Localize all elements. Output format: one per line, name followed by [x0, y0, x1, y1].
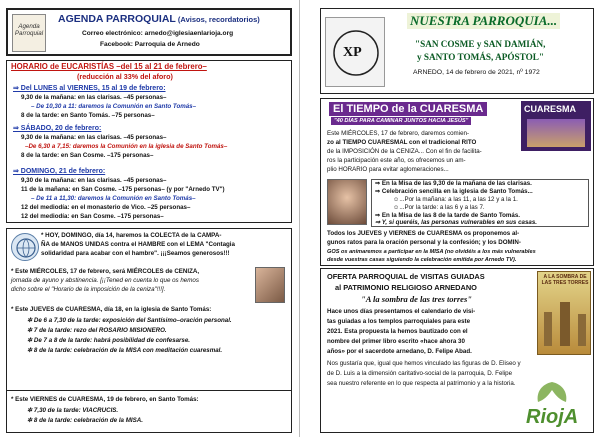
ceniza-photo [327, 179, 367, 225]
jueves-divider [6, 390, 292, 391]
avisos-box [6, 228, 292, 433]
ceniza-line-1: * Este MIÉRCOLES, 17 de febrero, será MIÉRCOLES de CENIZA, [11, 268, 200, 275]
campana-line-2: ÑA de MANOS UNIDAS contra el HAMBRE con el LEMA "Contagia [41, 241, 235, 248]
visitas-p1-line-1: Hace unos días presentamos el calendario de visi- [327, 308, 476, 315]
agenda-facebook: Facebook: Parroquia de Arnedo [100, 41, 200, 48]
rioja-watermark [512, 380, 598, 434]
parish-number: nº 1972 [516, 69, 540, 76]
agenda-header [6, 8, 292, 56]
visitas-p2-line-3: sea nuestro referente en lo que respecta al patrimonio y a la historia. [327, 380, 516, 387]
book-cover-title: A LA SOMBRA DE LAS TRES TORRES [541, 274, 589, 286]
campana-line-1: * HOY, DOMINGO, día 14, haremos la COLECTA de la CAMPA- [41, 232, 222, 239]
agenda-email: Correo electrónico: arnedo@iglesiaenlarioja.org [82, 30, 234, 37]
weekdays-line-3: 8 de la tarde: en Santo Tomás. –75 personas– [21, 112, 155, 119]
visitas-p2-line-1: Nos gustaría que, igual que hemos vinculado las figuras de D. Eliseo y [327, 360, 521, 367]
ceniza-option-3: ☺...Por la mañana: a las 11, a las 12 y a la 1. [393, 196, 518, 203]
visitas-p1-line-3: 2021. Esta propuesta la hemos bautizado con el [327, 328, 468, 335]
visitas-title-1: OFERTA PARROQUIAL de VISITAS GUIADAS [327, 272, 485, 281]
visitas-title-3: "A la sombra de las tres torres" [361, 294, 472, 304]
manos-unidas-icon [11, 233, 39, 261]
right-page [300, 0, 600, 437]
globe-icon [12, 234, 40, 262]
rioja-logo-text: RiojA [526, 406, 579, 428]
ceniza-line-3: dicho sobre el "Horario de la imposición de la ceniza"!!!]. [11, 286, 166, 293]
jueves-line-2: ✲ 7 de la tarde: rezo del ROSARIO MISIONERO. [27, 327, 167, 334]
saturday-line-3: 8 de la tarde: en San Cosme. –175 personas– [21, 152, 154, 159]
viernes-line-2: ✲ 8 de la tarde: celebración de la MISA. [27, 417, 143, 424]
agenda-logo [12, 14, 46, 52]
visitas-p1-line-5: años» por el sacerdote arnedano, D. Felipe Abad. [327, 348, 472, 355]
jueves-line-4: ✲ 8 de la tarde: celebración de la MISA con meditación cuaresmal. [27, 347, 223, 354]
horario-box [6, 60, 292, 223]
weekdays-line-2: – De 10,30 a 11: daremos la Comunión en Santo Tomás– [31, 103, 197, 110]
agenda-title [58, 14, 260, 26]
parish-date: ARNEDO, 14 de febrero de 2021, [413, 69, 515, 76]
towers-illustration-icon [538, 292, 592, 352]
ceniza-option-2: ⇒ Celebración sencilla en la iglesia de Santo Tomás... [375, 188, 533, 195]
weekdays-line-1: 9,30 de la mañana: en las clarisas. –45 personas– [21, 94, 167, 101]
parish-name-2: y SANTO TOMÁS, APÓSTOL" [417, 52, 544, 62]
viernes-line-1: ✲ 7,30 de la tarde: VIACRUCIS. [27, 407, 119, 414]
cuaresma-title: El TIEMPO de la CUARESMA [329, 102, 487, 116]
chi-rho-text: XP [343, 45, 362, 60]
saturday-line-2: –De 6,30 a 7,15: daremos la Comunión en la iglesia de Santo Tomás– [25, 143, 228, 150]
ceniza-image [255, 267, 285, 303]
horario-subtitle: (reducción al 33% del aforo) [77, 72, 173, 81]
viernes-heading: * Este VIERNES de CUARESMA, 19 de febrero, en Santo Tomás: [11, 396, 199, 403]
sunday-line-5: 12 del mediodía: en San Cosme. –175 personas– [21, 213, 164, 220]
parish-name-1: "SAN COSME y SAN DAMIÁN, [415, 39, 546, 49]
cuaresma-p1-line-2: zo al TIEMPO CUARESMAL con el tradicional RITO [327, 139, 477, 146]
ceniza-option-1: ⇒ En la Misa de las 9,30 de la mañana de las clarisas. [375, 180, 532, 187]
agenda-title-sub: (Avisos, recordatorios) [175, 15, 260, 24]
cuaresma-p2-line-1: Todos los JUEVES y VIERNES de CUARESMA os proponemos al- [327, 230, 520, 237]
sunday-heading: ⇒ DOMINGO, 21 de febrero: [13, 168, 106, 175]
jueves-heading: * Este JUEVES de CUARESMA, día 18, en la iglesia de Santo Tomás: [11, 306, 212, 313]
agenda-logo-text-1: Agenda [18, 23, 40, 30]
saturday-heading: ⇒ SÁBADO, 20 de febrero: [13, 125, 102, 132]
book-cover [537, 271, 591, 355]
agenda-title-main: AGENDA PARROQUIAL [58, 13, 176, 25]
sunday-line-1: 9,30 de la mañana: en las clarisas. –45 personas– [21, 177, 167, 184]
ceniza-option-4: ☺...Por la tarde: a las 6 y a las 7. [393, 204, 485, 211]
visitas-title-2: al PATRIMONIO RELIGIOSO ARNEDANO [335, 283, 477, 292]
parish-logo [325, 17, 385, 87]
cuaresma-p1-line-3: de la IMPOSICIÓN de la CENIZA... Con el fin de facilita- [327, 148, 482, 155]
cuaresma-subtitle: "40 DÍAS PARA CAMINAR JUNTOS HACIA JESÚS" [331, 117, 471, 125]
sunday-line-4: 12 del mediodía: en el monasterio de Vico. –25 personas– [21, 204, 191, 211]
jueves-line-1: ✲ De 6 a 7,30 de la tarde: exposición del Santísimo–oración personal. [27, 317, 232, 324]
sunday-line-2: 11 de la mañana: en San Cosme. –175 personas– (y por "Arnedo TV") [21, 186, 225, 193]
visitas-p1-line-2: tas guiadas a los templos parroquiales para este [327, 318, 471, 325]
sunday-line-3: – De 11 a 11,30: daremos la Comunión en Santo Tomás– [31, 195, 196, 202]
parish-title: NUESTRA PARROQUIA... [407, 13, 560, 29]
visitas-p2-line-2: de D. Luis a la dimensión caritativo-social de la parroquia, D. Felipe [327, 370, 513, 377]
cuaresma-box [320, 98, 594, 266]
parish-header [320, 8, 594, 94]
cuaresma-p1-line-1: Este MIÉRCOLES, 17 de febrero, daremos comien- [327, 130, 470, 137]
parish-date-line [413, 69, 540, 76]
horario-title: HORARIO de EUCARISTÍAS –del 15 al 21 de febrero– [11, 62, 207, 71]
ceniza-option-5: ⇒ En la Misa de las 8 de la tarde de Santo Tomás. [375, 212, 521, 219]
visitas-p1-line-4: nombre del primer libro escrito «hace ahora 30 [327, 338, 465, 345]
cuaresma-badge-image [527, 119, 585, 147]
cuaresma-badge [521, 101, 591, 151]
ceniza-line-2: jornada de ayuno y abstinencia. [¡¡Tened en cuenta lo que os hemos [11, 277, 199, 284]
jueves-line-3: ✲ De 7 a 8 de la tarde: habrá posibilidad de confesarse. [27, 337, 191, 344]
cuaresma-p2-line-2: gunos ratos para la oración personal y la confesión; y los DOMIN- [327, 239, 521, 246]
cuaresma-p2-line-3: GOS os animaremos a participar en la MISA (no olvidéis a los más vulnerables [327, 249, 536, 255]
weekdays-heading: ⇒ Del LUNES al VIERNES, 15 al 19 de febrero: [13, 85, 166, 92]
cuaresma-p1-line-5: plio HORARIO para evitar aglomeraciones... [327, 166, 449, 173]
ceniza-option-6: ⇒ Y, si queréis, las personas vulnerables en sus casas. [375, 219, 538, 226]
cuaresma-p2-line-4: desde vuestras casas siguiendo la celebración emitida por Arnedo TV). [327, 257, 517, 263]
campana-line-3: solidaridad para acabar con el hambre". ¡¡¡Seamos generosos!!! [41, 250, 230, 257]
saturday-line-1: 9,30 de la mañana: en las clarisas. –45 personas– [21, 134, 167, 141]
cuaresma-badge-text: CUARESMA [524, 104, 577, 114]
cuaresma-p1-line-4: ros la participación este año, os ofrecemos un am- [327, 157, 466, 164]
agenda-logo-text-2: Parroquial [14, 29, 44, 37]
